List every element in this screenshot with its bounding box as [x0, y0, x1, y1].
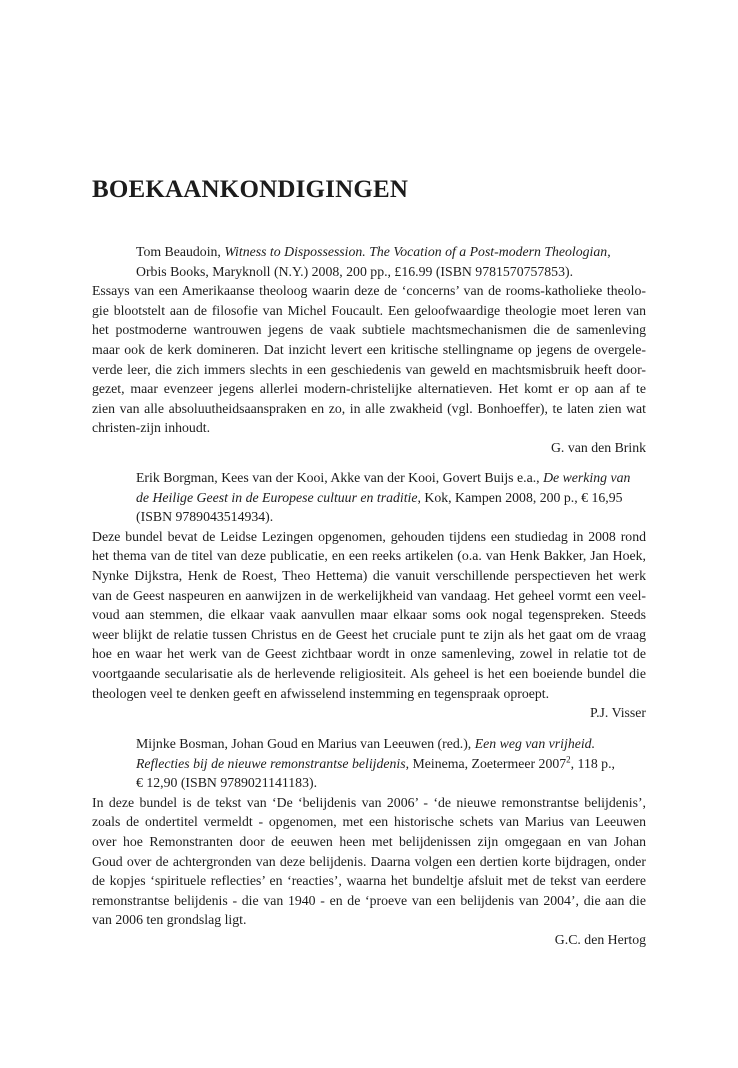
body-line: theologen veel te denken geeft en afwisselend instemming en tegenspraak oproept. [92, 685, 550, 701]
citation-line [136, 242, 646, 262]
body-line: het postmoderne wantrouwen jegens de vaak subtiele machtsmechanismen die de samenleving [92, 322, 646, 338]
citation-line [136, 734, 646, 754]
body-line: zoals de ondertitel vermeldt - opgenomen, met een historische schets van Marius van Leeuwen [92, 814, 646, 830]
body-line: van 2006 ten grondslag ligt. [92, 912, 247, 928]
citation-line [136, 754, 646, 774]
book-review-1 [92, 242, 646, 458]
review-body [92, 527, 646, 703]
body-line: over hoe Remonstranten door de eeuwen heen met belijdenissen zijn omgegaan en van Johan [92, 833, 646, 849]
body-line: de kopjes ‘spirituele reflecties’ en ‘reacties’, waarna het bundeltje afsluit met de tekst van eerdere [92, 873, 646, 889]
book-title: Een weg van vrijheid. [474, 736, 596, 751]
body-line: gie blootstelt aan de filosofie van Michel Foucault. Een geloofwaardige theologie moet leren van [92, 302, 646, 318]
citation-text: Tom Beaudoin, [136, 244, 225, 259]
book-title: de Heilige Geest in de Europese cultuur en traditie [136, 489, 418, 505]
reviewer-name: G. van den Brink [550, 439, 646, 455]
reviewer-name: P.J. Visser [589, 705, 646, 721]
book-citation [92, 242, 646, 281]
citation-line [136, 468, 646, 488]
body-line: Goud over de achtergronden van deze belijdenis. Daarna volgen een dertien korte bijdragen, onder [92, 853, 646, 869]
citation-line [136, 773, 646, 793]
citation-line [136, 507, 646, 527]
body-line: christen-zijn inhoudt. [92, 420, 211, 436]
book-review-3 [92, 734, 646, 950]
citation-text: , [607, 244, 611, 259]
book-title: Reflecties bij de nieuwe remonstrantse belijdenis [136, 755, 406, 771]
body-line: Deze bundel bevat de Leidse Lezingen opgenomen, gehouden tijdens een studiedag in 2008 rond [92, 528, 646, 544]
body-line: In deze bundel is de tekst van ‘De ‘belijdenis van 2006’ - ‘de nieuwe remonstrantse belijdenis’, [92, 794, 646, 810]
citation-line [136, 262, 646, 282]
body-line: zien van alle absoluutheidsaanspraken en zo, in alle zwakheid (vgl. Bonhoeffer), te laten zien wat [92, 400, 646, 416]
body-line: Essays van een Amerikaanse theoloog waarin deze de ‘concerns’ van de rooms-katholieke theolo- [92, 283, 646, 299]
body-line: van de Geest naspeuren en aanwijzen in de werkelijkheid van vandaag. Het geheel vormt een veel- [92, 587, 646, 603]
body-line: maar ook de kerk domineren. Dat inzicht levert een kritische stellingname op jegens de overgele- [92, 341, 646, 357]
citation-text: , Meinema, Zoetermeer 2007 [405, 755, 567, 771]
citation-text: € 12,90 (ISBN 9789021141183). [136, 775, 318, 791]
citation-line [136, 488, 646, 508]
citation-text: , 118 p., [570, 755, 615, 771]
book-review-2 [92, 468, 646, 723]
citation-text: Mijnke Bosman, Johan Goud en Marius van Leeuwen (red.), [136, 736, 475, 751]
body-line: voortgaande secularisatie als de herlevende religiositeit. Als geheel is het een boeiende bundel die [92, 665, 646, 681]
body-line: het thema van de titel van deze publicatie, en een reeks artikelen (o.a. van Henk Bakker, Jan Hoek, [92, 548, 646, 564]
citation-text: Erik Borgman, Kees van der Kooi, Akke van der Kooi, Govert Buijs e.a., [136, 470, 544, 485]
citation-text: , Kok, Kampen 2008, 200 p., € 16,95 [417, 489, 623, 505]
body-line: hoe en waar het werk van de Geest zichtbaar wordt in onze samenleving, zowel in relatie tot de [92, 646, 646, 662]
body-line: voud aan stemmen, die elkaar vaak aanvullen maar elkaar soms ook nogal tegenspreken. Steeds [92, 607, 646, 623]
citation-text: Orbis Books, Maryknoll (N.Y.) 2008, 200 pp., £16.99 (ISBN 9781570757853). [136, 263, 574, 279]
edition-superscript: 2 [566, 754, 571, 764]
reviewer-name: G.C. den Hertog [554, 931, 646, 947]
book-title: Witness to Dispossession. The Vocation of a Post-modern Theologian [224, 244, 608, 259]
body-line: weer blijkt de relatie tussen Christus en de Geest het cruciale punt te zijn als het gaat om de vraag [92, 626, 646, 642]
book-citation [92, 468, 646, 527]
body-line: remonstrantse belijdenis - die van 1940 - en de ‘proeve van een belijdenis van 2004’, die aan die [92, 892, 646, 908]
citation-text: (ISBN 9789043514934). [136, 509, 274, 525]
body-line: gezet, maar evenzeer jegens allerlei modern-christelijke alternatieven. Het komt er op aan af te [92, 381, 646, 397]
review-body [92, 793, 646, 930]
body-line: Nynke Dijkstra, Henk de Roest, Theo Hettema) die vanuit verschillende perspectieven het werk [92, 567, 646, 583]
book-citation [92, 734, 646, 793]
review-body [92, 281, 646, 438]
page-title: BOEKAANKONDIGINGEN [92, 176, 409, 203]
book-title: De werking van [543, 470, 631, 485]
body-line: verde leer, die zich immers slechts in een geschiedenis van geweld en machtsmisbruik heeft door- [92, 361, 646, 377]
